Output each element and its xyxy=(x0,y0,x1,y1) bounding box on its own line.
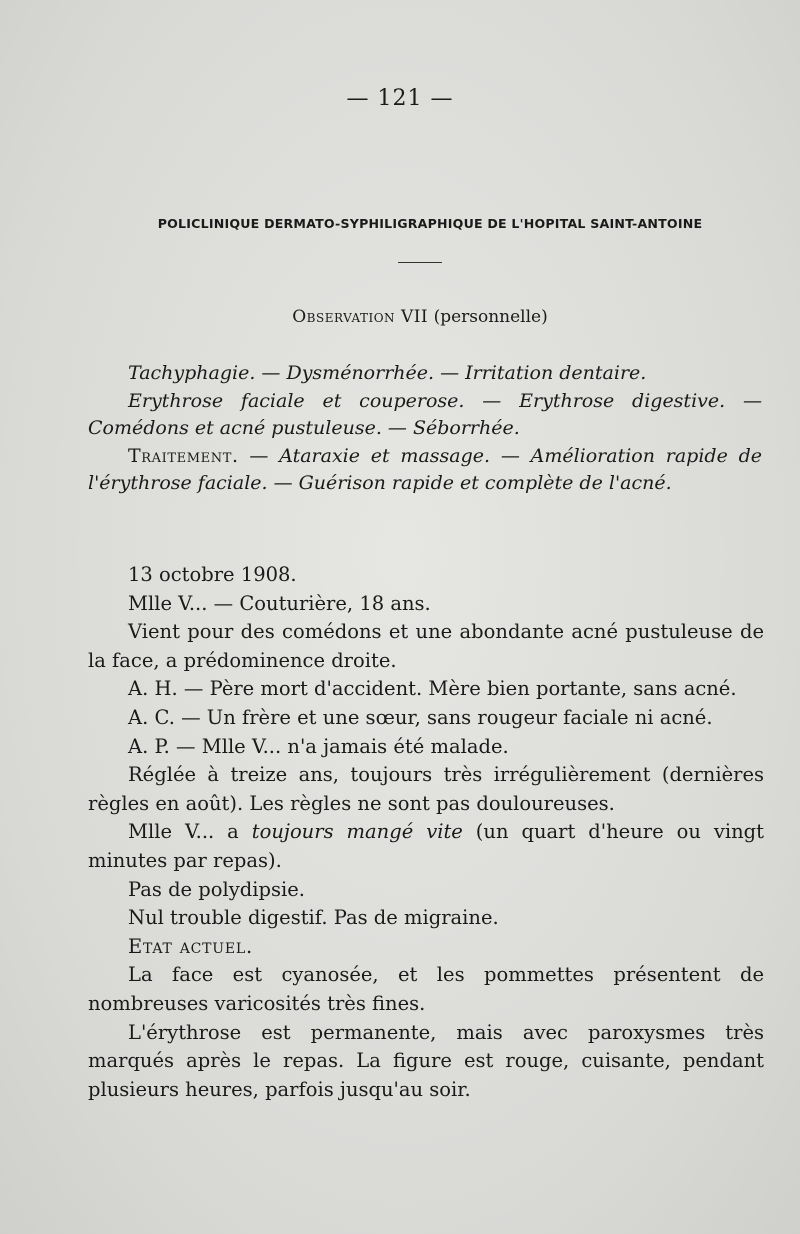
paragraph: A. H. — Père mort d'accident. Mère bien portante, sans acné. xyxy=(128,677,737,701)
paragraph: La face est cyanosée, et les pommettes présentent de nombreuses varicosités très fines. xyxy=(88,963,764,1015)
page-number: — 121 — xyxy=(346,86,454,111)
paragraph: Vient pour des comédons et une abondante acné pustuleuse de la face, a prédominence droite. xyxy=(88,620,764,672)
section-heading: Etat actuel. xyxy=(128,934,253,958)
treatment-summary xyxy=(88,443,762,498)
paragraph-part: Mlle V... a xyxy=(128,820,252,844)
paragraph: A. C. — Un frère et une sœur, sans rougeur faciale ni acné. xyxy=(128,705,713,729)
treatment-label: Traitement. xyxy=(128,444,239,467)
case-summary xyxy=(88,360,762,498)
paragraph: Réglée à treize ans, toujours très irrégulièrement (dernières règles en août). Les règles ne sont pas douloureuses. xyxy=(88,763,764,815)
paragraph: A. P. — Mlle V... n'a jamais été malade. xyxy=(128,734,509,758)
observation-note: (personnelle) xyxy=(433,307,548,327)
emphasis: toujours mangé vite xyxy=(251,820,463,844)
paragraph: L'érythrose est permanente, mais avec paroxysmes très marqués après le repas. La figure est rouge, cuisante, pendant plusieurs heures, parfois jusqu'au soir. xyxy=(88,1020,764,1101)
separator-rule xyxy=(398,262,442,263)
observation-label: Observation VII xyxy=(292,307,429,327)
observation-title xyxy=(0,307,800,327)
paragraph xyxy=(88,818,764,875)
observation-body xyxy=(88,561,764,1104)
clinic-header: POLICLINIQUE DERMATO-SYPHILIGRAPHIQUE DE L'HOPITAL SAINT-ANTOINE xyxy=(157,216,703,231)
paragraph: Pas de polydipsie. xyxy=(128,877,305,901)
summary-line: Erythrose faciale et couperose. — Erythrose digestive. — Comédons et acné pustuleuse. — Séborrhée. xyxy=(88,389,762,439)
summary-line: Tachyphagie. — Dysménorrhée. — Irritation dentaire. xyxy=(128,362,647,384)
paragraph: Mlle V... — Couturière, 18 ans. xyxy=(128,591,431,615)
paragraph-part: (un quart d'heure ou vingt minutes par repas). xyxy=(88,820,764,872)
paragraph-date: 13 octobre 1908. xyxy=(128,563,297,586)
paragraph: Nul trouble digestif. Pas de migraine. xyxy=(128,906,499,930)
treatment-text: — Ataraxie et massage. — Amélioration rapide de l'érythrose faciale. — Guérison rapide et complète de l'acné. xyxy=(88,444,762,494)
